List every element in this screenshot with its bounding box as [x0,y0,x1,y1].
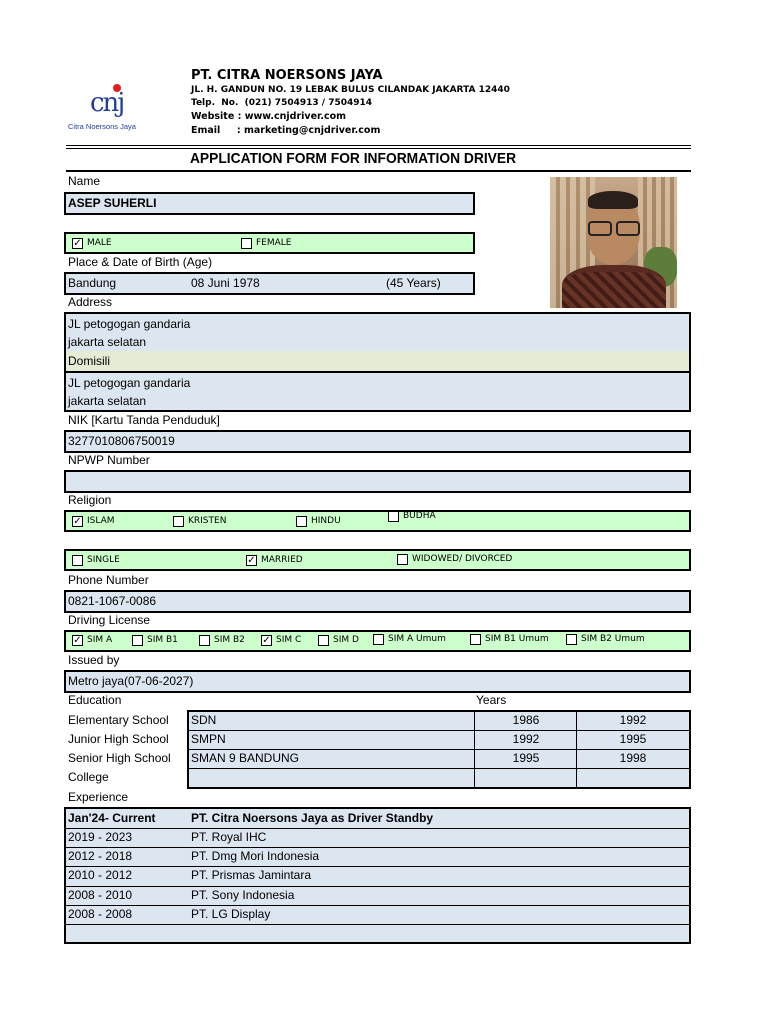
experience-period: Jan'24- Current [68,811,156,825]
education-level: College [68,770,109,784]
npwp-label: NPWP Number [68,453,150,467]
gender-checkbox-female[interactable] [241,238,252,249]
birth-date: 08 Juni 1978 [191,276,260,290]
birth-field[interactable] [64,272,475,295]
phone-field[interactable] [64,590,691,613]
religion-option-label: BUDHA [403,511,436,521]
form-title: APPLICATION FORM FOR INFORMATION DRIVER [189,150,517,167]
license-option-label: SIM D [333,635,359,645]
issued-field[interactable] [64,670,691,693]
gender-checkbox-male[interactable]: ✓ [73,238,82,249]
experience-company: PT. LG Display [191,907,271,921]
address-label: Address [68,295,113,309]
domisili-row [64,351,691,373]
license-option-label: SIM C [276,635,302,645]
license-checkbox-sim-b2[interactable] [199,635,210,646]
address-line2: jakarta selatan [68,335,147,349]
marital-checkbox-married[interactable]: ✓ [247,555,256,566]
experience-company: PT. Royal IHC [191,830,267,844]
experience-period: 2012 - 2018 [68,849,133,863]
npwp-field[interactable] [64,470,691,493]
phone-label: Phone Number [68,573,149,587]
education-school: SMAN 9 BANDUNG [191,751,300,765]
education-label: Education [68,693,122,707]
address-line1: JL petogogan gandaria [68,317,191,331]
experience-period: 2010 - 2012 [68,868,133,882]
religion-option-label: HINDU [311,516,341,526]
address-field[interactable] [64,312,691,353]
religion-option-label: ISLAM [87,516,115,526]
gender-option-label: FEMALE [256,238,292,248]
license-checkbox-sim-b2-umum[interactable] [566,634,577,645]
license-checkbox-sim-a[interactable]: ✓ [73,635,82,646]
license-option-label: SIM B2 Umum [581,634,645,644]
phone-value: 0821-1067-0086 [68,594,157,608]
issued-label: Issued by [68,653,120,667]
religion-checkbox-budha[interactable] [388,511,399,522]
religion-label: Religion [68,493,112,507]
name-label: Name [68,174,101,188]
religion-option-label: KRISTEN [188,516,227,526]
nik-field[interactable] [64,430,691,453]
religion-checkbox-islam[interactable]: ✓ [73,516,82,527]
nik-value: 3277010806750019 [68,434,175,448]
license-checkbox-sim-c[interactable]: ✓ [262,635,271,646]
experience-period: 2008 - 2010 [68,888,133,902]
religion-row [64,510,691,532]
license-option-label: SIM B1 Umum [485,634,549,644]
experience-company: PT. Prismas Jamintara [191,868,312,882]
company-logo [66,82,138,142]
company-website: Website : www.cnjdriver.com [191,111,347,122]
applicant-photo [550,177,677,308]
education-year-from: 1992 [512,732,540,746]
nik-label: NIK [Kartu Tanda Penduduk] [68,413,220,427]
experience-period: 2019 - 2023 [68,830,133,844]
issued-value: Metro jaya(07-06-2027) [68,674,194,688]
education-level: Senior High School [68,751,171,765]
experience-period: 2008 - 2008 [68,907,133,921]
title-rule-top2 [66,148,691,149]
company-phone: Telp. No. (021) 7504913 / 7504914 [191,98,373,108]
license-row [64,630,691,652]
company-address: JL. H. GANDUN NO. 19 LEBAK BULUS CILANDAK JAKARTA 12440 [191,85,510,95]
license-label: Driving License [68,613,151,627]
domisili-label: Domisili [68,354,110,368]
license-option-label: SIM A [87,635,113,645]
education-school: SMPN [191,732,226,746]
experience-table [64,807,691,944]
religion-checkbox-hindu[interactable] [296,516,307,527]
experience-company: PT. Sony Indonesia [191,888,295,902]
logo-mark: cnj [90,88,124,118]
company-name: PT. CITRA NOERSONS JAYA [191,68,383,83]
marital-row [64,549,691,571]
experience-company: PT. Citra Noersons Jaya as Driver Standby [191,811,434,825]
birth-place: Bandung [68,276,117,290]
birth-age: (45 Years) [386,276,441,290]
license-option-label: SIM B2 [214,635,245,645]
domisili-line2: jakarta selatan [68,394,147,408]
domisili-field[interactable] [64,371,691,412]
education-school: SDN [191,713,217,727]
education-year-from: 1995 [512,751,540,765]
marital-option-label: MARRIED [261,555,303,565]
experience-company: PT. Dmg Mori Indonesia [191,849,320,863]
gender-row [64,232,475,254]
license-checkbox-sim-d[interactable] [318,635,329,646]
experience-label: Experience [68,790,129,804]
gender-option-label: MALE [87,238,112,248]
marital-option-label: SINGLE [87,555,120,565]
license-checkbox-sim-b1[interactable] [132,635,143,646]
name-field[interactable] [64,192,475,215]
education-year-from: 1986 [512,713,540,727]
license-checkbox-sim-b1-umum[interactable] [470,634,481,645]
company-email: Email : marketing@cnjdriver.com [191,125,381,136]
religion-checkbox-kristen[interactable] [173,516,184,527]
years-label: Years [476,693,507,707]
education-year-to: 1998 [619,751,647,765]
name-value: ASEP SUHERLI [68,196,157,210]
title-rule-bottom [66,170,691,172]
license-option-label: SIM A Umum [388,634,446,644]
marital-checkbox-widowed-divorced[interactable] [397,554,408,565]
license-option-label: SIM B1 [147,635,178,645]
birth-label: Place & Date of Birth (Age) [68,255,213,269]
title-rule-top [66,145,691,146]
marital-checkbox-single[interactable] [72,555,83,566]
education-level: Junior High School [68,732,169,746]
education-level: Elementary School [68,713,169,727]
domisili-line1: JL petogogan gandaria [68,376,191,390]
logo-text: Citra Noersons Jaya [68,122,136,131]
education-year-to: 1995 [619,732,647,746]
education-year-to: 1992 [619,713,647,727]
marital-option-label: WIDOWED/ DIVORCED [412,554,513,564]
license-checkbox-sim-a-umum[interactable] [373,634,384,645]
